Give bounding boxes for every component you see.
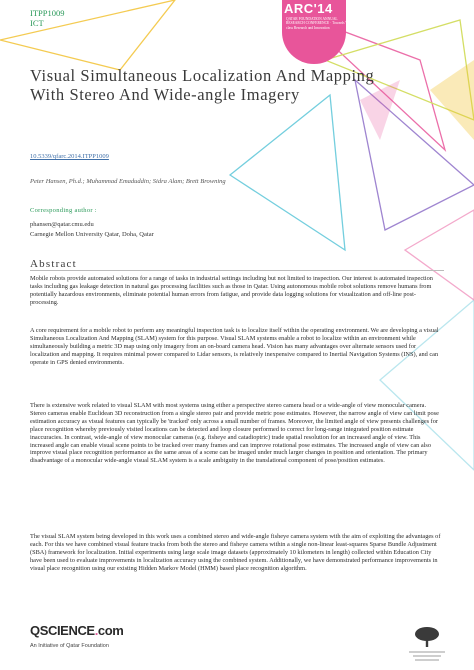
abstract-divider (30, 270, 444, 271)
deco-triangle-yellow (0, 0, 175, 70)
qscience-logo-com: com (97, 623, 124, 638)
paper-title-line-1: Visual Simultaneous Localization And Mapping (30, 66, 375, 85)
arc-badge-title: ARC'14 (284, 1, 333, 16)
abstract-paragraph-2: A core requirement for a mobile robot to perform any meaningful inspection task is to localize itself within the operating environment. We are developing a visual Simultaneous Localization And Mapping (SLAM) system for this purpose. Visual SLAM systems enable a robot to localize within an environment while simultaneously building a metric 3D map using only imagery from an on-board camera head. Vision has many advantages over alternate sensors used for localization and mapping. It requires minimal power compared to Lidar sensors, is relatively inexpensive compared to Inertial Navigation Systems (INS), and can operate in GPS denied environments. (30, 327, 439, 366)
abstract-paragraph-4: The visual SLAM system being developed in this work uses a combined stereo and wide-angle fisheye camera system with the aim of exploiting the advantages of each. For this we have combined visual feature tracks from both the stereo and fisheye camera within a single non-linear least-squares Sparse Bundle Adjustment (SBA) framework for localization. Initial experiments using large scale image datasets (approximately 10 kilometers in length) collected within Education City have been used to evaluate improvements in localization accuracy using the combined system. Additionally, we have demonstrated performance improvements in visual place recognition using our existing Hidden Markov Model (HMM) based place recognition algorithm. (30, 533, 441, 572)
paper-title (30, 66, 460, 104)
affiliation: Carnegie Mellon University Qatar, Doha, Qatar (30, 231, 154, 238)
deco-triangle-cyan (230, 95, 345, 250)
qscience-logo-dot: . (94, 623, 98, 638)
author-list: Peter Hansen, Ph.d.; Muhammad Emaduddin; Sidra Alam; Brett Browning (30, 178, 226, 185)
qscience-logo-main: QSCIENCE (30, 623, 95, 638)
submission-code (30, 8, 64, 28)
corresponding-author-label: Corresponding author : (30, 207, 97, 214)
arc-badge-subtitle: QATAR FOUNDATION ANNUAL RESEARCH CONFERENCE · Towards World-class Research and Innovation (286, 17, 356, 30)
abstract-heading: Abstract (30, 258, 77, 270)
code-id: ITPP1009 (30, 8, 65, 18)
code-track: ICT (30, 18, 44, 28)
doi-link[interactable]: 10.5339/qfarc.2014.ITPP1009 (30, 153, 109, 160)
qscience-logo (30, 623, 123, 638)
abstract-paragraph-1: Mobile robots provide automated solutions for a range of tasks in industrial settings including but not limited to inspection. Our interest is automated inspection tasks including gas leakage detection in natural gas processing facilities such as those in Qatar. Using autonomous mobile robot solutions remove humans from potentially hazardous environments, eliminate potential human errors from fatigue, and provide data logging solutions for visualization and off-line post-processing. (30, 275, 433, 306)
qatar-foundation-logo (405, 624, 449, 664)
corresponding-email[interactable]: phansen@qatar.cmu.edu (30, 221, 94, 228)
paper-title-line-2: With Stereo And Wide-angle Imagery (30, 85, 300, 104)
qscience-tagline: An Initiative of Qatar Foundation (30, 643, 109, 649)
abstract-paragraph-3: There is extensive work related to visual SLAM with most systems using either a perspective stereo camera head or a wide-angle of view monocular camera. Stereo cameras enable Euclidean 3D reconstruction from a single stereo pair and provide metric pose estimates. However, the narrow angle of view can limit pose estimation accuracy as visual features can typically be 'tracked' only across a small number of frames. Moreover, the limited angle of view presents challenges for place recognition whereby previously visited locations can be detected and loop closure performed to correct for long-range integrated position estimate inaccuracies. In contrast, wide-angle of view monocular cameras (e.g. fisheye and catadioptric) trade spatial resolution for an increased angle of view. This increased angle can enable visual scene points to be tracked over many frames and can improve rotational pose estimates. The increased angle of view can also improve visual place recognition performance as the same areas of a scene can be imaged under much larger changes in position and orientation. The primary disadvantage of a monocular wide-angle visual SLAM system is a scale ambiguity in the translational component of pose/position estimates. (30, 402, 439, 465)
